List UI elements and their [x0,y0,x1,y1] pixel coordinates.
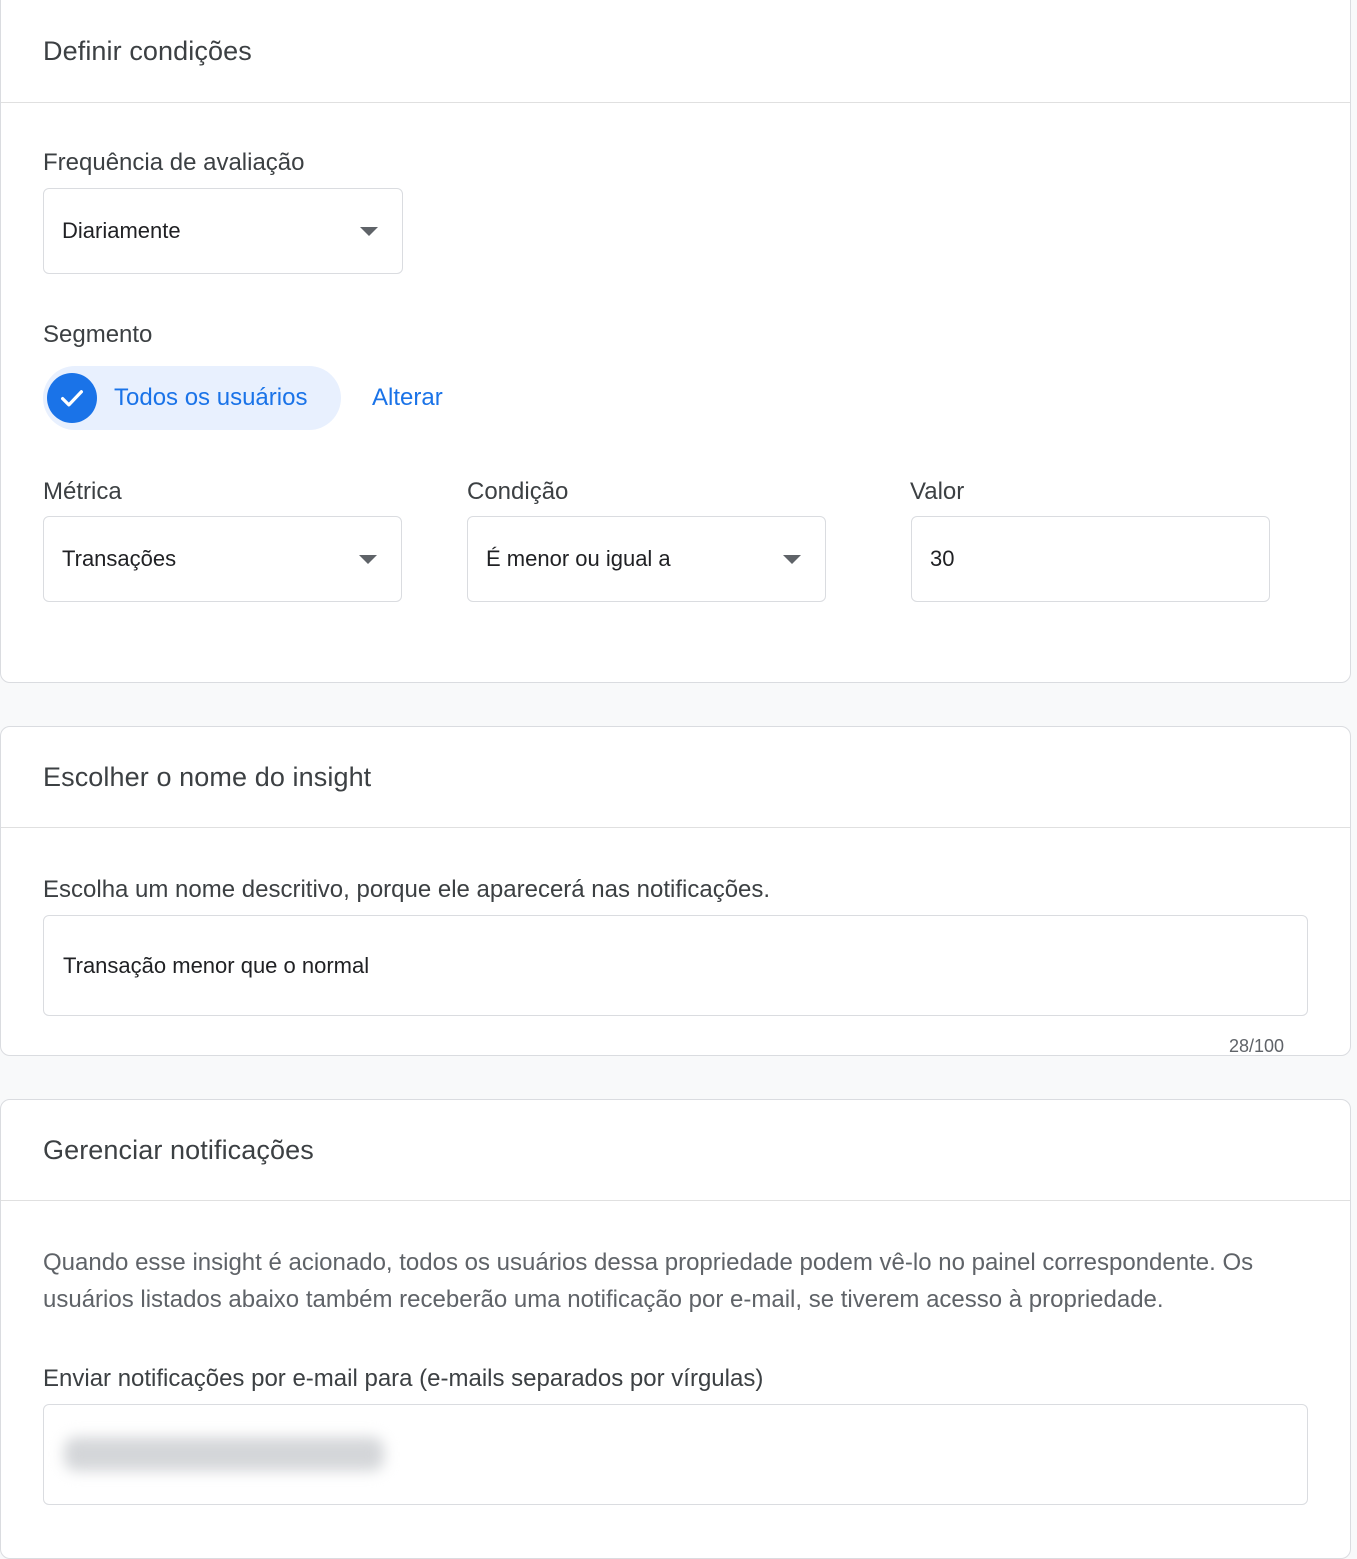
metric-select[interactable] [43,516,402,602]
value-input-text: 30 [930,546,955,571]
segment-chip[interactable] [43,366,341,430]
insight-name-description: Escolha um nome descritivo, porque ele aparecerá nas notificações. [43,876,771,903]
segment-chip-label: Todos os usuários [114,384,308,411]
email-label: Enviar notificações por e-mail para (e-mails separados por vírgulas) [43,1365,764,1392]
insight-name-input[interactable] [43,915,1308,1016]
frequency-select[interactable] [43,188,403,274]
frequency-label: Frequência de avaliação [43,149,305,176]
conditions-card [0,0,1351,683]
metric-value: Transações [62,546,177,571]
metric-label: Métrica [43,478,122,505]
dropdown-caret-icon [783,555,801,564]
value-input[interactable] [911,516,1270,602]
condition-select[interactable] [467,516,826,602]
redacted-email [64,1437,384,1471]
insight-name-card [0,726,1351,1056]
notifications-header [1,1100,1350,1201]
segment-label: Segmento [43,321,153,348]
dropdown-caret-icon [359,555,377,564]
value-label: Valor [910,478,965,505]
conditions-header [1,0,1350,103]
dropdown-caret-icon [360,227,378,236]
conditions-title: Definir condições [43,36,252,66]
insight-name-value: Transação menor que o normal [63,952,370,978]
check-icon [47,373,97,423]
notifications-description: Quando esse insight é acionado, todos os usuários dessa propriedade podem vê-lo no painel correspondente. Os usuários listados abaixo também receberão uma notificação por e-mail, se tiverem acesso à propriedade. [43,1249,1254,1313]
insight-name-title: Escolher o nome do insight [43,761,372,792]
condition-value: É menor ou igual a [486,546,671,571]
insight-name-header [1,727,1350,828]
notifications-card [0,1099,1351,1559]
char-counter: 28/100 [1229,1036,1285,1056]
frequency-value: Diariamente [62,218,181,243]
condition-label: Condição [467,478,569,505]
notifications-title: Gerenciar notificações [43,1134,314,1165]
segment-change-link[interactable]: Alterar [372,384,443,411]
email-input[interactable] [43,1404,1308,1505]
